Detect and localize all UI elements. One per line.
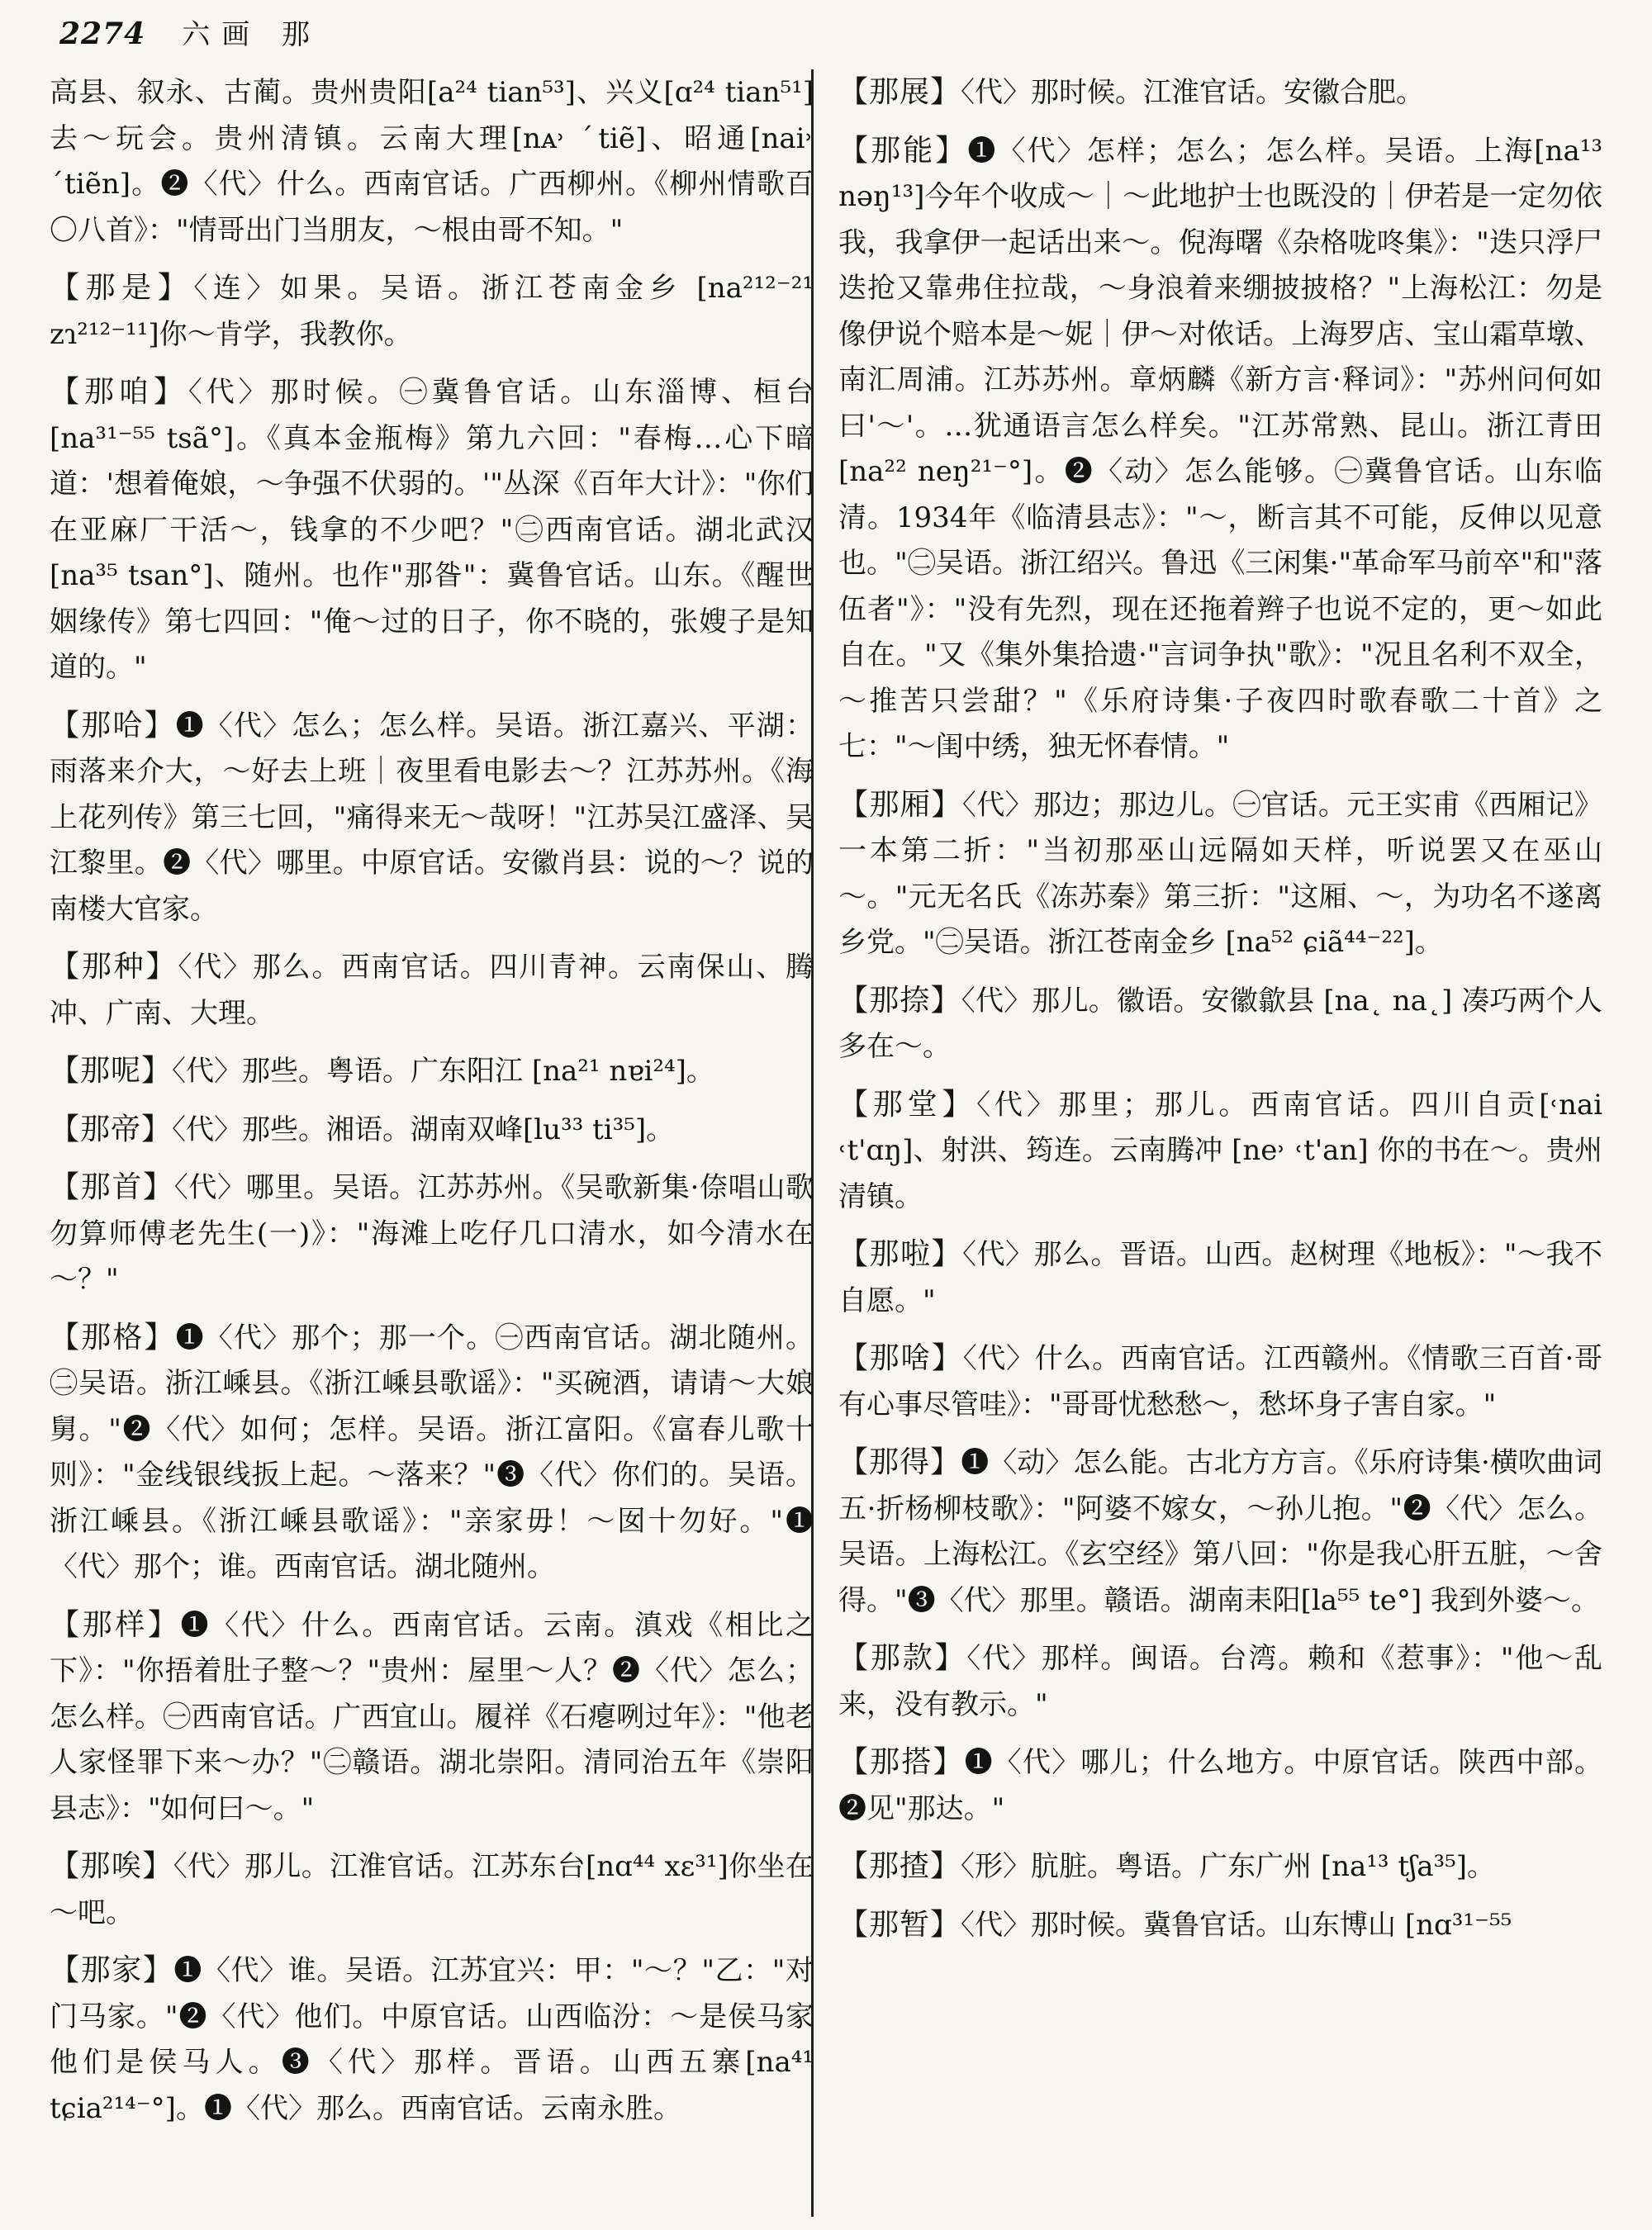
page-header [59, 12, 321, 61]
entry-definition: 〈代〉那里；那儿。西南官话。四川自贡[˓nai ˓t'ɑŋ]、射洪、筠连。云南腾冲 [ne˒ ˓t'an] 你的书在～。贵州清镇。 [838, 1088, 1602, 1213]
entry-headword: 【那啦】 [838, 1237, 962, 1271]
entry-definition: 高县、叙永、古蔺。贵州贵阳[a²⁴ tian⁵³]、兴义[ɑ²⁴ tian⁵¹]去～玩会。贵州清镇。云南大理[nᴀ˒ ˊtiẽ]、昭通[nai˒ ˊtiẽn]。❷〈代〉什么。西南官话。广西柳州。《柳州情歌百〇八首》："情哥出门当朋友，～根由哥不知。" [50, 76, 814, 247]
entry-headword: 【那格】 [50, 1320, 176, 1355]
entry-headword: 【那堂】 [838, 1087, 977, 1122]
left-column [50, 69, 814, 2143]
dictionary-entry [838, 1635, 1602, 1728]
entry-definition: ❶〈动〉怎么能。古北方方言。《乐府诗集·横吹曲词五·折杨柳枝歌》："阿婆不嫁女，～孙儿抱。"❷〈代〉怎么。吴语。上海松江。《玄空经》第八回："你是我心肝五脏，～舍得。"❸〈代〉那里。赣语。湖南耒阳[la⁵⁵ te°] 我到外婆～。 [838, 1446, 1602, 1617]
dictionary-entry [838, 1336, 1602, 1428]
entry-headword: 【那啥】 [838, 1341, 963, 1375]
entry-definition: ❶〈代〉怎么；怎么样。吴语。浙江嘉兴、平湖：雨落来介大，～好去上班｜夜里看电影去～？江苏苏州。《海上花列传》第三七回，"痛得来无～哉呀！"江苏吴江盛泽、吴江黎里。❷〈代〉哪里。中原官话。安徽肖县：说的～？说的南楼大官家。 [50, 709, 814, 926]
entry-definition: ❶〈代〉谁。吴语。江苏宜兴：甲："～？"乙："对门马家。"❷〈代〉他们。中原官话。山西临汾：～是侯马家他们是侯马人。❸〈代〉那样。晋语。山西五寨[na⁴¹ tɕia²¹⁴⁻°]。❶〈代〉那么。西南官话。云南永胜。 [50, 1954, 814, 2125]
entry-headword: 【那帝】 [50, 1112, 173, 1146]
entry-definition: 〈代〉那么。西南官话。四川青神。云南保山、腾冲、广南、大理。 [50, 951, 814, 1030]
entry-headword: 【那呢】 [50, 1054, 173, 1088]
dictionary-entry [838, 1843, 1602, 1891]
section-title: 六画 那 [182, 18, 322, 51]
entry-headword: 【那哈】 [50, 708, 176, 743]
dictionary-entry [838, 1902, 1602, 1949]
entry-headword: 【那样】 [50, 1607, 181, 1642]
dictionary-entry [838, 1440, 1602, 1624]
dictionary-entry [50, 1602, 814, 1833]
dictionary-entry [838, 128, 1602, 771]
dictionary-entry [838, 1739, 1602, 1832]
entry-definition: 〈代〉那些。粤语。广东阳江 [na²¹ nɐi²⁴]。 [172, 1055, 714, 1088]
entry-headword: 【那家】 [50, 1953, 174, 1987]
entry-definition: 〈代〉那儿。徽语。安徽歙县 [na˛ na˛] 凑巧两个人多在～。 [838, 984, 1602, 1063]
entry-headword: 【那是】 [50, 271, 194, 305]
entry-definition: 〈代〉那时候。㊀冀鲁官话。山东淄博、桓台[na³¹⁻⁵⁵ tsã°]。《真本金瓶梅》第九六回："春梅…心下暗道：'想着俺娘，～争强不伏弱的。'"丛深《百年大计》："你们在亚麻厂干活～，钱拿的不少吧？"㊁西南官话。湖北武汉[na³⁵ tsan°]、随州。也作"那昝"：冀鲁官话。山东。《醒世姻缘传》第七四回："俺～过的日子，你不晓的，张嫂子是知道的。" [50, 376, 814, 684]
entry-headword: 【那得】 [838, 1445, 961, 1479]
dictionary-entry [50, 1948, 814, 2132]
dictionary-entry [838, 978, 1602, 1070]
entry-headword: 【那能】 [838, 133, 968, 168]
entry-definition: ❶〈代〉哪儿；什么地方。中原官话。陕西中部。❷见"那达。" [838, 1746, 1602, 1825]
dictionary-entry [50, 1165, 814, 1303]
entry-headword: 【那唉】 [50, 1849, 173, 1883]
dictionary-entry [50, 1315, 814, 1591]
entry-definition: ❶〈代〉那个；那一个。㊀西南官话。湖北随州。㊁吴语。浙江嵊县。《浙江嵊县歌谣》："买碗酒，请请～大娘舅。"❷〈代〉如何；怎样。吴语。浙江富阳。《富春儿歌十则》："金线银线扳上起。～落来？"❸〈代〉你们的。吴语。浙江嵊县。《浙江嵊县歌谣》："亲家毋！～囡十勿好。"❶〈代〉那个；谁。西南官话。湖北随州。 [50, 1321, 814, 1583]
entry-definition: 〈代〉什么。西南官话。江西赣州。《情歌三百首·哥有心事尽管哇》："哥哥忧愁愁～，愁坏身子害自家。" [838, 1342, 1602, 1421]
dictionary-entry [50, 1107, 814, 1154]
entry-definition: 〈代〉那时候。冀鲁官话。山东博山 [nɑ³¹⁻⁵⁵ [961, 1908, 1512, 1942]
dictionary-entry [50, 265, 814, 358]
entry-definition: 〈代〉那边；那边儿。㊀官话。元王实甫《西厢记》一本第二折："当初那巫山远隔如天样，听说罢又在巫山～。"元无名氏《冻苏秦》第三折："这厢、～，为功名不遂离乡党。"㊁吴语。浙江苍南金乡 [na⁵² ɕiã⁴⁴⁻²²]。 [838, 788, 1602, 959]
entry-definition: ❶〈代〉什么。西南官话。云南。滇戏《相比之下》："你捂着肚子整～？"贵州：屋里～人？❷〈代〉怎么；怎么样。㊀西南官话。广西宜山。履祥《石瘪咧过年》："他老人家怪罪下来～办？"㊁赣语。湖北崇阳。清同治五年《崇阳县志》："如何曰～。" [50, 1608, 814, 1825]
dictionary-entry [50, 703, 814, 933]
entry-headword: 【那暂】 [838, 1907, 961, 1942]
entry-headword: 【那厢】 [838, 787, 962, 822]
entry-headword: 【那揸】 [838, 1849, 961, 1883]
dictionary-entry [838, 1231, 1602, 1324]
dictionary-entry [50, 1048, 814, 1095]
dictionary-entry [50, 1843, 814, 1936]
entry-headword: 【那种】 [50, 950, 178, 984]
entry-headword: 【那款】 [838, 1641, 967, 1675]
entry-definition: 〈代〉那时候。江淮官话。安徽合肥。 [961, 76, 1425, 109]
entry-headword: 【那捺】 [838, 983, 961, 1018]
entry-definition: 〈代〉那样。闽语。台湾。赖和《惹事》："他～乱来，没有教示。" [838, 1642, 1602, 1721]
dictionary-entry [838, 1082, 1602, 1221]
dictionary-entry [838, 69, 1602, 116]
page-number: 2274 [59, 17, 146, 51]
entry-headword: 【那咱】 [50, 375, 188, 409]
entry-definition: 〈代〉那么。晋语。山西。赵树理《地板》："～我不自愿。" [838, 1238, 1602, 1317]
entry-definition: 〈连〉如果。吴语。浙江苍南金乡 [na²¹²⁻²¹ zɿ²¹²⁻¹¹]你～肯学，我教你。 [50, 272, 814, 351]
entry-definition: ❶〈代〉怎样；怎么；怎么样。吴语。上海[na¹³ nəŋ¹³]今年个收成～｜～此地护士也既没的｜伊若是一定勿依我，我拿伊一起话出来～。倪海曙《杂格咙咚集》："迭只浮尸迭抢又靠弗住拉哉，～身浪着来绷披披格？"上海松江：勿是像伊说个赔本是～妮｜伊～对侬话。上海罗店、宝山霜草墩、南汇周浦。江苏苏州。章炳麟《新方言·释词》："苏州问何如曰'～'。…犹通语言怎么样矣。"江苏常熟、昆山。浙江青田[na²² neŋ²¹⁻°]。❷〈动〉怎么能够。㊀冀鲁官话。山东临清。1934年《临清县志》："～，断言其不可能，反伸以见意也。"㊁吴语。浙江绍兴。鲁迅《三闲集·"革命军马前卒"和"落伍者"》："没有先烈，现在还拖着辫子也说不定的，更～如此自在。"又《集外集拾遗·"言词争执"歌》："况且名利不双全，～推苦只尝甜？"《乐府诗集·子夜四时歌春歌二十首》之七："～闺中绣，独无怀春情。" [838, 134, 1602, 763]
dictionary-entry [838, 782, 1602, 966]
entry-definition: 〈代〉那儿。江淮官话。江苏东台[nɑ⁴⁴ xɛ³¹]你坐在～吧。 [50, 1850, 814, 1929]
entry-headword: 【那搭】 [838, 1745, 965, 1779]
entry-definition: 〈形〉肮脏。粤语。广东广州 [na¹³ tʃa³⁵]。 [961, 1850, 1496, 1883]
dictionary-entry [50, 69, 814, 254]
right-column [838, 69, 1602, 1960]
entry-definition: 〈代〉哪里。吴语。江苏苏州。《吴歌新集·倷唱山歌勿算师傅老先生(一)》："海滩上吃仔几口清水，如今清水在～？" [50, 1171, 814, 1296]
dictionary-entry [50, 944, 814, 1037]
entry-headword: 【那首】 [50, 1170, 174, 1204]
entry-headword: 【那展】 [838, 75, 961, 109]
dictionary-entry [50, 369, 814, 691]
entry-definition: 〈代〉那些。湘语。湖南双峰[lu³³ ti³⁵]。 [172, 1113, 675, 1146]
